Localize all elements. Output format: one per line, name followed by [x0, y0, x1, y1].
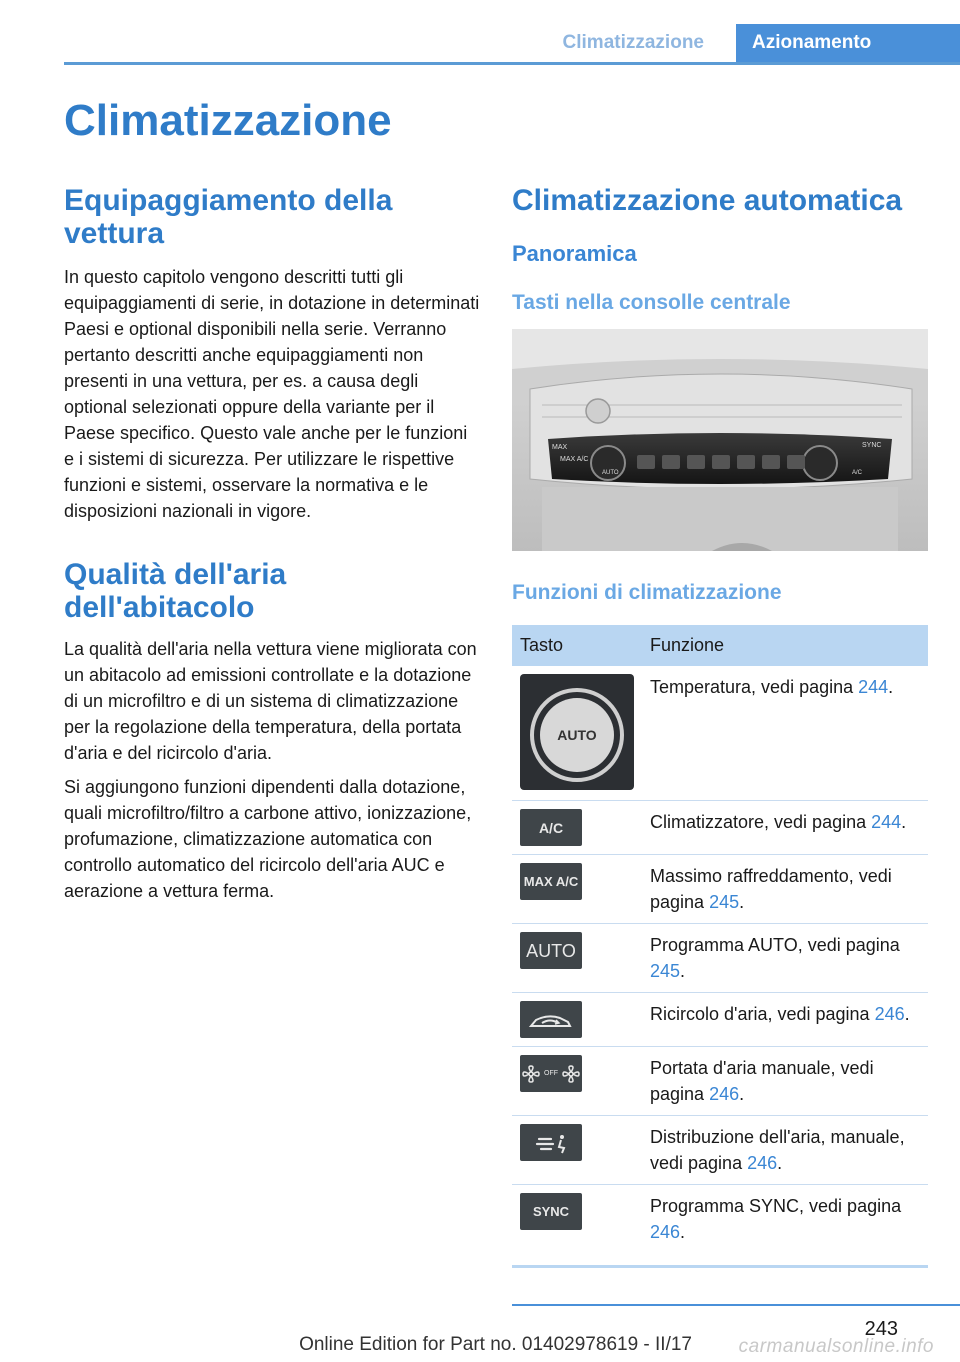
section-title-qualita-aria: Qualità dell'aria dell'abitacolo [64, 558, 287, 624]
auto-knob-label: AUTO [540, 698, 614, 772]
watermark: carmanualsonline.info [738, 1336, 934, 1357]
ac-key-icon: A/C [520, 809, 582, 846]
table-row: MAX A/C Massimo raffreddamento, vedi pagina 245. [512, 855, 928, 924]
photo-label-max: MAX [552, 444, 568, 451]
subtitle-tasti-consolle: Tasti nella consolle centrale [512, 291, 791, 314]
subtitle-funzioni: Funzioni di climatizzazione [512, 581, 782, 604]
footer-divider [512, 1304, 960, 1306]
air-distribution-key-icon [520, 1124, 582, 1161]
sync-key-icon: SYNC [520, 1193, 582, 1230]
section-title-climatizzazione-automatica: Climatizzazione automatica [512, 184, 903, 217]
footer-edition: Online Edition for Part no. 01402978619 - II/17 [299, 1334, 692, 1355]
row-text-portata-aria: Portata d'aria manuale, vedi pagina [650, 1058, 874, 1104]
left-column [64, 184, 480, 904]
right-column [512, 184, 928, 1268]
center-console-photo [512, 329, 928, 551]
page-link-245[interactable]: 245 [650, 961, 681, 981]
section-text-qualita-aria-1: La qualità dell'aria nella vettura viene migliorata con un abitacolo ad emissioni controllate e la dotazione di un microfiltro e di un sistema di climatizzazione per la regolazione della temperatura, della portata d'aria e del ricircolo d'aria. [64, 639, 477, 763]
functions-table [512, 625, 928, 1268]
row-text-distribuzione-aria: Distribuzione dell'aria, manuale, vedi pagina [650, 1127, 905, 1173]
row-text-massimo-raffreddamento: Massimo raffreddamento, vedi pagina [650, 866, 892, 912]
table-row: AUTO Programma AUTO, vedi pagina 245. [512, 924, 928, 993]
row-text-temperatura: Temperatura, vedi pagina [650, 677, 859, 697]
photo-label-ac: A/C [852, 470, 863, 476]
page-number: 243 [864, 1318, 898, 1340]
section-text-qualita-aria-2: Si aggiungono funzioni dipendenti dalla dotazione, quali microfiltro/filtro a carbone attivo, ionizzazione, profumazione, climatizzazione automatica con controllo automatico del ricircolo dell'aria AUC e aerazione a vettura ferma. [64, 777, 472, 901]
auto-key-icon: AUTO [520, 932, 582, 969]
recirculation-key-icon [520, 1001, 582, 1038]
page-link-246[interactable]: 246 [874, 1004, 905, 1024]
table-row: Distribuzione dell'aria, manuale, vedi pagina 246. [512, 1116, 928, 1185]
subtitle-panoramica: Panoramica [512, 241, 637, 266]
page-link-244[interactable]: 244 [858, 677, 889, 697]
page-link-246[interactable]: 246 [709, 1084, 740, 1104]
photo-label-auto: AUTO [602, 470, 619, 476]
fan-key-icon [520, 1055, 582, 1092]
table-header-funzione: Funzione [642, 625, 928, 666]
photo-label-sync: SYNC [862, 442, 882, 449]
table-header-tasto: Tasto [512, 625, 642, 666]
page-link-246[interactable]: 246 [650, 1222, 681, 1242]
table-header-row [512, 625, 928, 666]
page-link-244[interactable]: 244 [871, 812, 902, 832]
header-bar [64, 24, 960, 65]
header-tab-azionamento[interactable]: Azionamento [736, 24, 960, 62]
section-title-equipaggiamento: Equipaggiamento della vettura [64, 184, 393, 250]
header-tab-climatizzazione[interactable]: Climatizzazione [562, 32, 704, 53]
page-link-245[interactable]: 245 [709, 892, 740, 912]
auto-knob-icon [520, 674, 634, 790]
table-row: AUTO Temperatura, vedi pagina 244. [512, 666, 928, 801]
page-title: Climatizzazione [64, 96, 392, 145]
page-link-246[interactable]: 246 [747, 1153, 778, 1173]
section-text-equipaggiamento: In questo capitolo vengono descritti tutti gli equipaggiamenti di serie, in dotazione in determinati Paesi e optional disponibili nella serie. Verranno pertanto descritti anche equipaggiamenti non presenti in una vettura, per es. a causa degli optional selezionati oppure della variante per il Paese specifico. Questo vale anche per le funzioni e i sistemi di sicurezza. Per utilizzare le rispettive funzioni e sistemi, osservare la normativa e le disposizioni nazionali in vigore. [64, 267, 480, 521]
fan-off-label: OFF [544, 1069, 558, 1077]
table-row: Ricircolo d'aria, vedi pagina 246. [512, 993, 928, 1047]
photo-label-maxac: MAX A/C [560, 456, 589, 463]
row-text-programma-auto: Programma AUTO, vedi pagina [650, 935, 900, 955]
table-row: SYNC Programma SYNC, vedi pagina 246. [512, 1185, 928, 1267]
row-text-programma-sync: Programma SYNC, vedi pagina [650, 1196, 902, 1216]
table-row: OFF Portata d'aria manuale, vedi pagina 246. [512, 1047, 928, 1116]
row-text-ricircolo: Ricircolo d'aria, vedi pagina [650, 1004, 875, 1024]
table-row: A/C Climatizzatore, vedi pagina 244. [512, 801, 928, 855]
max-ac-key-icon: MAX A/C [520, 863, 582, 900]
row-text-climatizzatore: Climatizzatore, vedi pagina [650, 812, 872, 832]
